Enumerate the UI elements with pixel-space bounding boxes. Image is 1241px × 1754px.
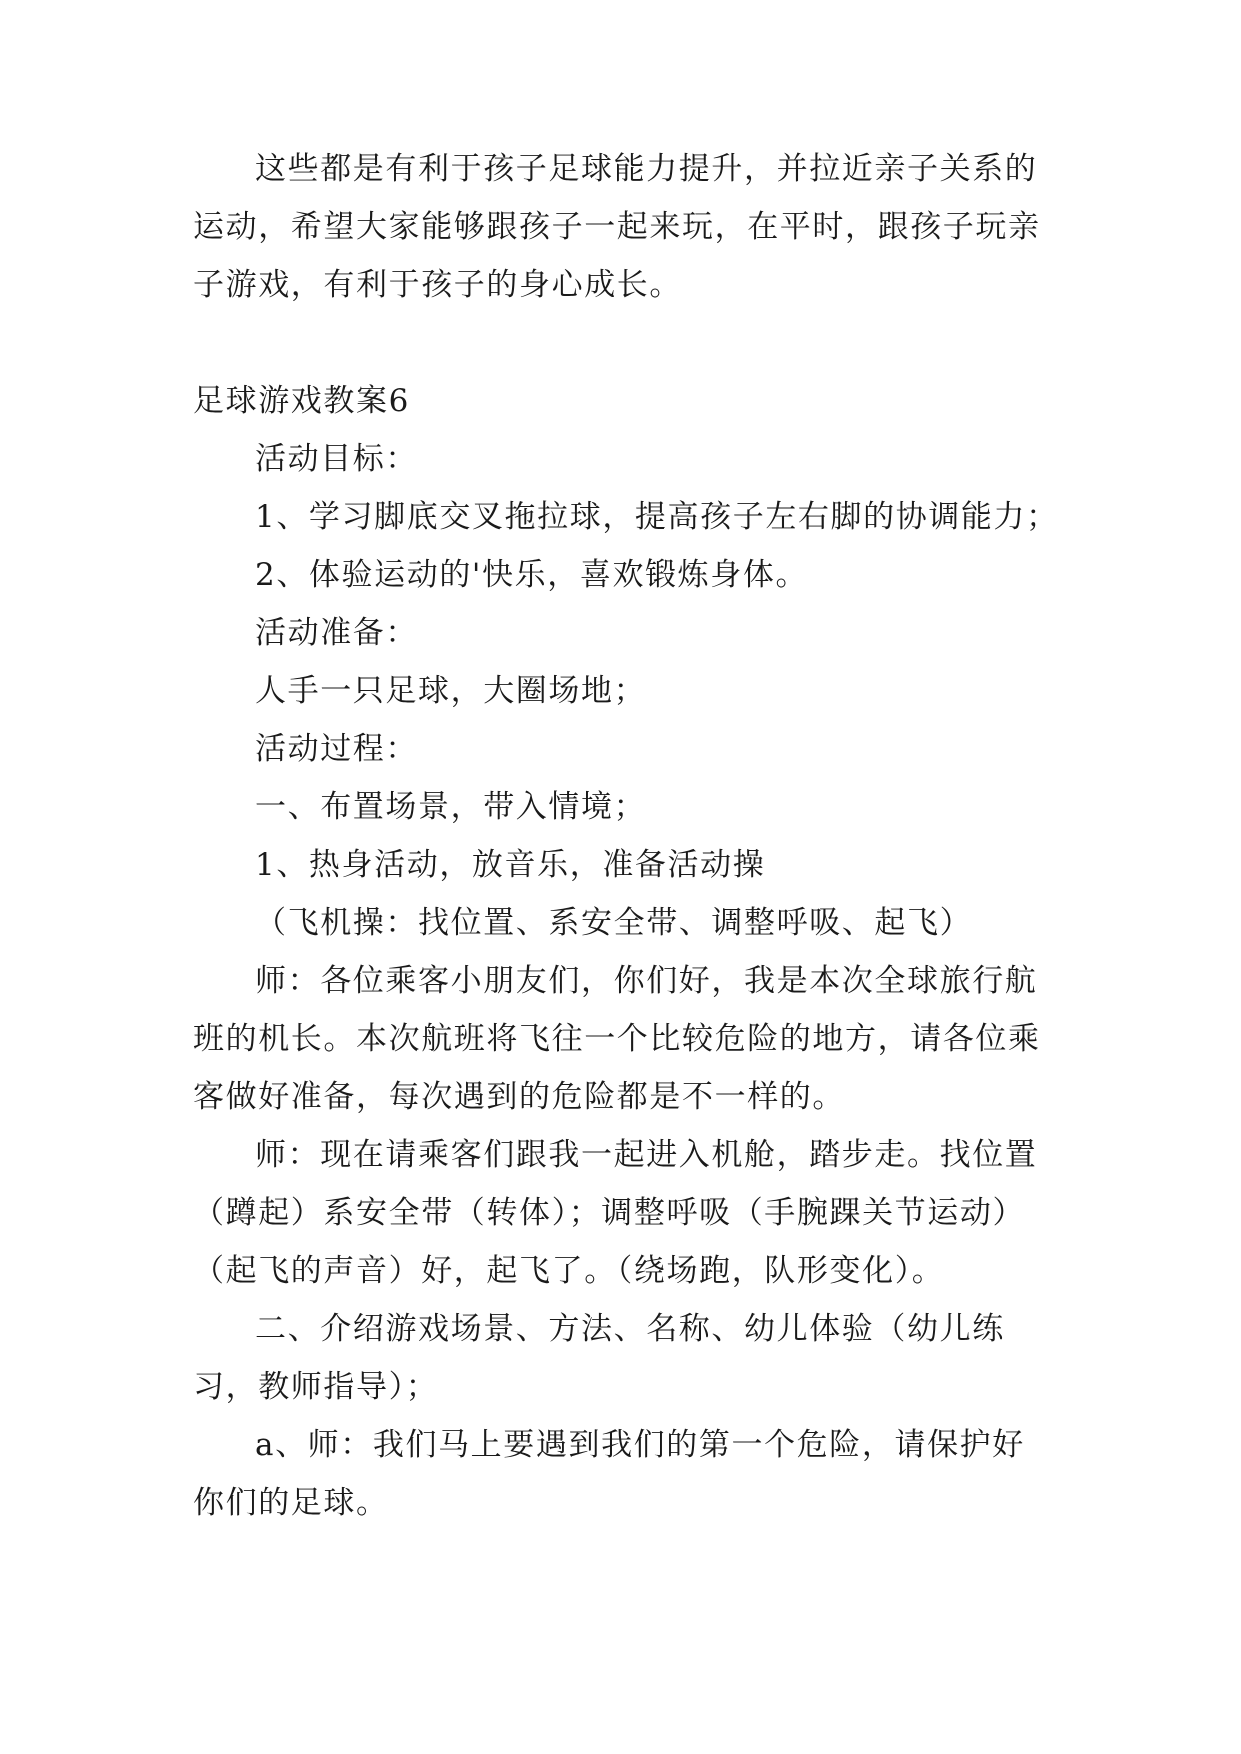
paragraph-goal-heading: 活动目标：	[255, 441, 418, 477]
section-title: 足球游戏教案6	[193, 383, 410, 419]
paragraph-plane-drill: （飞机操：找位置、系安全带、调整呼吸、起飞）	[255, 905, 973, 941]
paragraph-step-1: 一、布置场景，带入情境；	[255, 789, 647, 825]
paragraph-teacher-2: 师：现在请乘客们跟我一起进入机舱，踏步走。找位置（蹲起）系安全带（转体）；调整呼吸（手腕踝关节运动）（起飞的声音）好，起飞了。（绕场跑，队形变化）。	[193, 1137, 1038, 1289]
paragraph-warmup: 1、热身活动，放音乐，准备活动操	[255, 847, 766, 883]
paragraph-goal-1: 1、学习脚底交叉拖拉球，提高孩子左右脚的协调能力；	[255, 499, 1059, 535]
paragraph-prep: 人手一只足球，大圈场地；	[255, 673, 647, 709]
paragraph-teacher-3: a、师：我们马上要遇到我们的第一个危险，请保护好你们的足球。	[193, 1427, 1025, 1521]
paragraph-step-2: 二、介绍游戏场景、方法、名称、幼儿体验（幼儿练习，教师指导）；	[193, 1311, 1005, 1405]
paragraph-prep-heading: 活动准备：	[255, 615, 418, 651]
paragraph-intro: 这些都是有利于孩子足球能力提升，并拉近亲子关系的运动，希望大家能够跟孩子一起来玩，在平时，跟孩子玩亲子游戏，有利于孩子的身心成长。	[193, 151, 1041, 303]
paragraph-gap	[193, 314, 1055, 372]
paragraph-teacher-1: 师：各位乘客小朋友们，你们好，我是本次全球旅行航班的机长。本次航班将飞往一个比较危险的地方，请各位乘客做好准备，每次遇到的危险都是不一样的。	[193, 963, 1041, 1115]
document-body	[193, 140, 1059, 1532]
paragraph-goal-2: 2、体验运动的'快乐，喜欢锻炼身体。	[255, 557, 809, 593]
paragraph-process-heading: 活动过程：	[255, 731, 418, 767]
